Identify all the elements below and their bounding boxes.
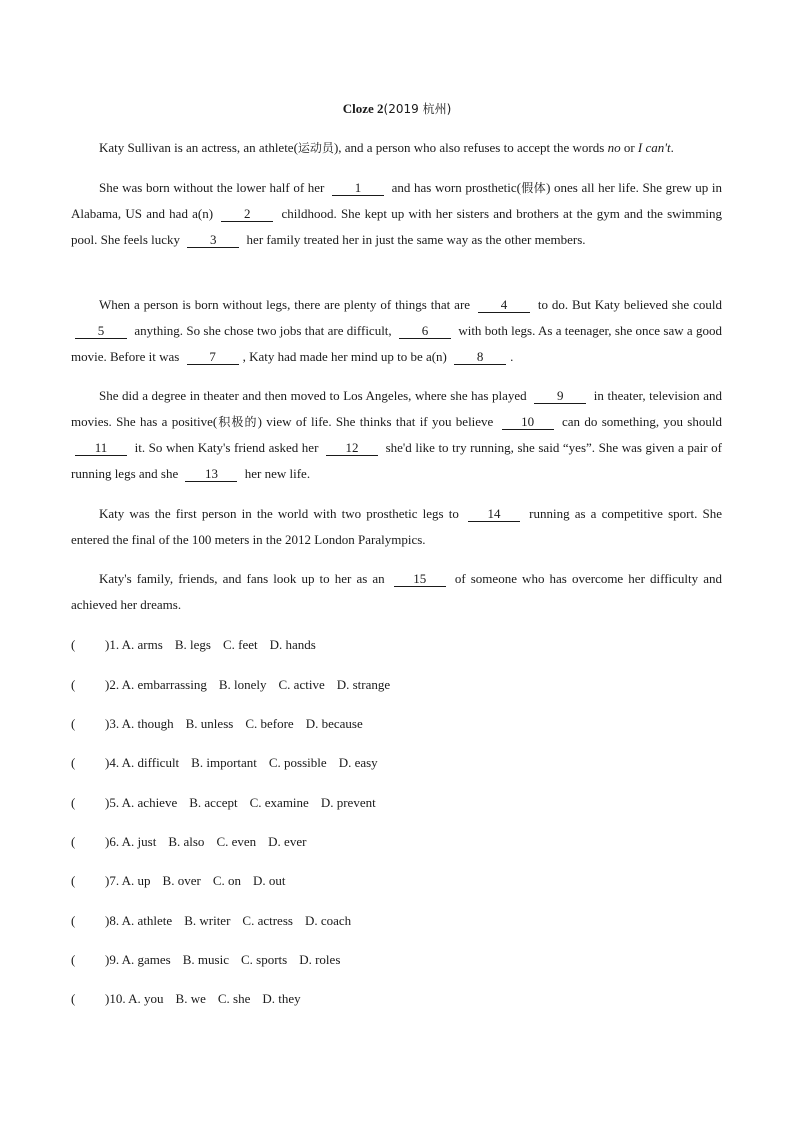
blank-10[interactable]: 10 (502, 415, 554, 430)
p3-text: with both legs. As a teenager, she once saw a good movie. Before it was (71, 323, 723, 364)
option-d: D. hands (269, 637, 316, 652)
option-a: A. though (121, 716, 174, 731)
paragraph-2 (71, 175, 722, 253)
blank-12[interactable]: 12 (326, 441, 378, 456)
option-d: D. strange (336, 677, 391, 692)
option-c: C. actress (242, 913, 293, 928)
p4-text: it. So when Katy's friend asked her (131, 440, 322, 455)
option-a: A. you (128, 991, 164, 1006)
p6-text: of someone who has overcome her difficulty and achieved her dreams. (71, 571, 722, 612)
option-c: C. feet (222, 637, 258, 652)
option-d: D. because (305, 716, 363, 731)
question-number: )4. (105, 755, 120, 770)
p4-text: She did a degree in theater and then moved to Los Angeles, where she has played (99, 388, 531, 403)
p4-text: can do something, you should (557, 414, 722, 429)
p2-text: childhood. She kept up with her sisters and brothers at the gym and the swimming pool. She feels lucky (71, 206, 722, 247)
blank-11[interactable]: 11 (75, 441, 127, 456)
option-c: C. on (212, 873, 241, 888)
p1-cn: 运动员 (297, 141, 334, 155)
question-number: )1. (105, 637, 120, 652)
paragraph-4 (71, 383, 722, 487)
option-b: B. writer (184, 913, 231, 928)
option-b: B. legs (174, 637, 211, 652)
answer-paren[interactable]: ( (71, 755, 76, 770)
option-a: A. just (121, 834, 157, 849)
question-number: )7. (105, 873, 120, 888)
option-a: A. embarrassing (121, 677, 207, 692)
p4-text: ) view of life. She thinks that if you believe (257, 414, 498, 429)
paragraph-1 (71, 135, 722, 161)
blank-4[interactable]: 4 (478, 298, 530, 313)
question-item (71, 952, 352, 968)
option-c: C. active (278, 677, 325, 692)
blank-13[interactable]: 13 (185, 467, 237, 482)
question-item (71, 834, 318, 850)
answer-paren[interactable]: ( (71, 716, 76, 731)
paragraph-3 (71, 292, 722, 370)
p3-text: , Katy had made her mind up to be a(n) (242, 349, 451, 364)
blank-15[interactable]: 15 (394, 572, 446, 587)
p6-text: Katy's family, friends, and fans look up to her as an (99, 571, 390, 586)
option-d: D. coach (304, 913, 352, 928)
p3-text: to do. But Katy believed she could (533, 297, 722, 312)
question-item (71, 755, 390, 771)
p3-text: . (510, 349, 514, 364)
title-main: Cloze 2 (342, 101, 384, 116)
option-a: A. up (121, 873, 151, 888)
p1-text: . (670, 140, 674, 155)
option-b: B. important (191, 755, 257, 770)
option-c: C. sports (240, 952, 288, 967)
answer-paren[interactable]: ( (71, 873, 76, 888)
p2-text: and has worn prosthetic( (388, 180, 521, 195)
option-b: B. we (175, 991, 206, 1006)
option-b: B. over (162, 873, 201, 888)
answer-paren[interactable]: ( (71, 795, 76, 810)
option-a: A. arms (121, 637, 163, 652)
answer-paren[interactable]: ( (71, 913, 76, 928)
option-b: B. music (182, 952, 229, 967)
p2-text: ) ones all her life. She grew up in Alabama, US and had a(n) (71, 180, 722, 221)
option-d: D. they (262, 991, 301, 1006)
p2-text: her family treated her in just the same way as the other members. (243, 232, 586, 247)
question-item (71, 716, 375, 732)
blank-8[interactable]: 8 (454, 350, 506, 365)
option-c: C. she (217, 991, 251, 1006)
question-number: )8. (105, 913, 120, 928)
question-item (71, 991, 313, 1007)
page-title (0, 100, 794, 117)
p4-text: in theater, television and movies. She has a positive( (71, 388, 722, 429)
option-d: D. roles (299, 952, 341, 967)
option-c: C. before (245, 716, 294, 731)
question-number: )5. (105, 795, 120, 810)
question-item (71, 913, 363, 929)
option-d: D. easy (338, 755, 378, 770)
paragraph-6 (71, 566, 722, 618)
answer-paren[interactable]: ( (71, 834, 76, 849)
option-a: A. difficult (121, 755, 180, 770)
option-a: A. achieve (121, 795, 178, 810)
blank-1[interactable]: 1 (332, 181, 384, 196)
question-number: )2. (105, 677, 120, 692)
p3-text: When a person is born without legs, there are plenty of things that are (99, 297, 474, 312)
p4-cn: 积极的 (217, 415, 258, 429)
option-a: A. athlete (121, 913, 173, 928)
question-number: )6. (105, 834, 120, 849)
title-source: (2019 杭州) (383, 102, 452, 116)
answer-paren[interactable]: ( (71, 952, 76, 967)
p1-italic-icant: I can't (637, 140, 671, 155)
p1-text: or (620, 140, 638, 155)
p4-text: her new life. (241, 466, 311, 481)
option-b: B. unless (185, 716, 234, 731)
option-c: C. even (216, 834, 257, 849)
p2-text: She was born without the lower half of her (99, 180, 329, 195)
option-a: A. games (121, 952, 171, 967)
blank-5[interactable]: 5 (75, 324, 127, 339)
paragraph-5 (71, 501, 722, 553)
blank-9[interactable]: 9 (534, 389, 586, 404)
question-item (71, 677, 402, 693)
p5-text: Katy was the first person in the world with two prosthetic legs to (99, 506, 464, 521)
question-number: )9. (105, 952, 120, 967)
blank-6[interactable]: 6 (399, 324, 451, 339)
question-number: )3. (105, 716, 120, 731)
option-b: B. also (168, 834, 205, 849)
option-c: C. possible (268, 755, 327, 770)
option-b: B. accept (189, 795, 238, 810)
p1-text: ), and a person who also refuses to accept the words (333, 140, 608, 155)
p1-text: Katy Sullivan is an actress, an athlete( (99, 140, 298, 155)
option-b: B. lonely (218, 677, 267, 692)
p2-cn: 假体 (520, 181, 547, 195)
p1-italic-no: no (607, 140, 621, 155)
blank-3[interactable]: 3 (187, 233, 239, 248)
p5-text: running as a competitive sport. She entered the final of the 100 meters in the 2012 London Paralympics. (71, 506, 722, 547)
answer-paren[interactable]: ( (71, 637, 76, 652)
option-d: D. ever (268, 834, 307, 849)
p3-text: anything. So she chose two jobs that are difficult, (131, 323, 395, 338)
question-item (71, 795, 388, 811)
blank-2[interactable]: 2 (221, 207, 273, 222)
answer-paren[interactable]: ( (71, 677, 76, 692)
answer-paren[interactable]: ( (71, 991, 76, 1006)
blank-7[interactable]: 7 (187, 350, 239, 365)
option-c: C. examine (249, 795, 309, 810)
option-d: D. out (252, 873, 286, 888)
option-d: D. prevent (320, 795, 376, 810)
blank-14[interactable]: 14 (468, 507, 520, 522)
question-item (71, 873, 297, 889)
question-item (71, 637, 328, 653)
p4-text: she'd like to try running, she said “yes”. She was given a pair of running legs and she (71, 440, 722, 481)
question-number: )10. (105, 991, 126, 1006)
